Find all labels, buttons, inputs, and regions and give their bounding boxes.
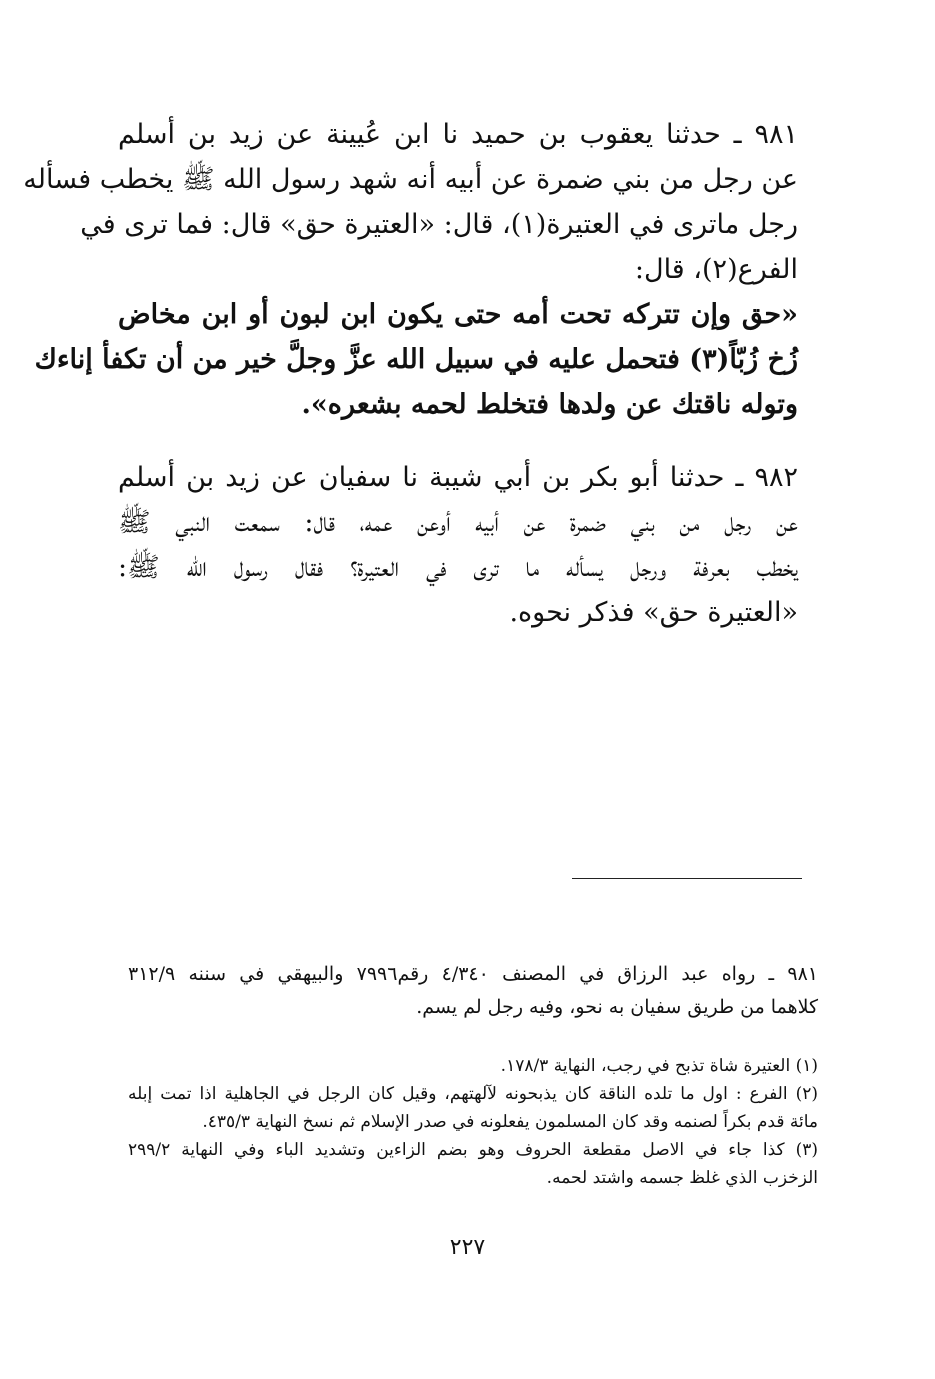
page-number: ٢٢٧ [449, 1235, 486, 1260]
hadith-981 [23, 112, 798, 427]
footnote-line: (٢) الفرع : اول ما تلده الناقة كان يذبحونه لآلهتهم، وقيل كان الرجل في الجاهلية اذا تمت إبله [128, 1084, 818, 1104]
hadith-982-line: يخطب بعرفة ورجل يسأله ما ترى في العتيرة؟ فقال رسول الله ﷺ: [118, 552, 798, 583]
hadith-982-line: عن رجل من بني ضمرة عن أبيه أوعن عمه، قال: سمعت النبي ﷺ [118, 507, 798, 538]
footnote-list [128, 1052, 818, 1192]
footnote-line: مائة قدم بكراً لصنمه وقد كان المسلمون يفعلونه في صدر الإسلام ثم نسخ النهاية ٤٣٥/٣. [202, 1112, 818, 1132]
hadith-981-quote-line: «حق وإن تتركه تحت أمه حتى يكون ابن لبون أو ابن مخاض [118, 299, 798, 330]
hadith-981-quote-line: زُخ زُبّاً(٣) فتحمل عليه في سبيل الله عزَّ وجلَّ خير من أن تكفأ إناءك [34, 344, 798, 375]
hadith-981-line: رجل ماترى في العتيرة(١)، قال: «العتيرة حق» قال: فما ترى في [80, 209, 798, 240]
footnote-line: (٣) كذا جاء في الاصل مقطعة الحروف وهو بضم الزاءين وتشديد الباء وفي النهاية ٢٩٩/٢ [128, 1140, 818, 1160]
footnote-source-line: كلاهما من طريق سفيان به نحو، وفيه رجل لم يسم. [416, 996, 818, 1018]
hadith-982 [118, 455, 798, 635]
footnote-separator [572, 878, 802, 879]
hadith-982-line: ٩٨٢ ـ حدثنا أبو بكر بن أبي شيبة نا سفيان عن زيد بن أسلم [118, 462, 798, 493]
hadith-981-line: ٩٨١ ـ حدثنا يعقوب بن حميد نا ابن عُيينة عن زيد بن أسلم [118, 119, 798, 150]
footnote-source-line: ٩٨١ ـ رواه عبد الرزاق في المصنف ٤/٣٤٠ رقم٧٩٩٦ والبيهقي في سننه ٣١٢/٩ [128, 963, 818, 985]
hadith-981-quote-line: وتوله ناقتك عن ولدها فتخلط لحمه بشعره». [301, 389, 798, 420]
footnote-source [128, 958, 818, 1024]
hadith-981-line: عن رجل من بني ضمرة عن أبيه أنه شهد رسول الله ﷺ يخطب فسأله [23, 164, 798, 195]
footnote-line: الزخزب الذي غلظ جسمه واشتد لحمه. [546, 1168, 818, 1188]
hadith-981-line: الفرع(٢)، قال: [634, 254, 798, 285]
hadith-982-line: «العتيرة حق» فذكر نحوه. [509, 597, 798, 628]
footnote-line: (١) العتيرة شاة تذبح في رجب، النهاية ١٧٨/٣. [500, 1056, 818, 1076]
